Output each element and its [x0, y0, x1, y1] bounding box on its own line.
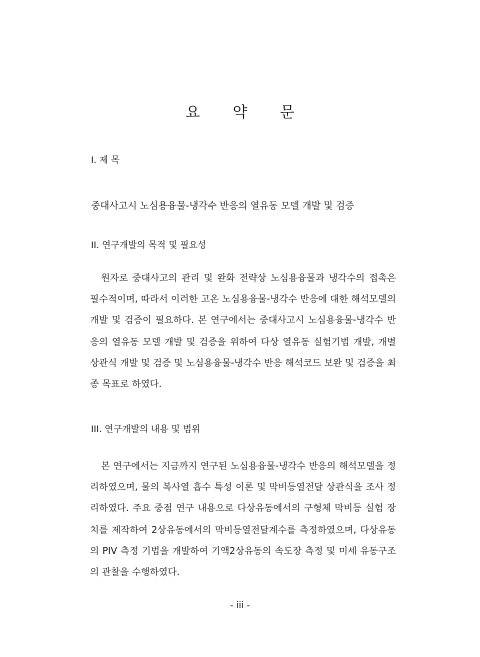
- page-number: - iii -: [230, 601, 250, 611]
- page-title: 요 약 문: [185, 103, 309, 121]
- section-1-heading: I. 제 목: [91, 156, 120, 166]
- section-2-heading: II. 연구개발의 목적 및 필요성: [91, 241, 207, 251]
- section-2-body: 원자로 중대사고의 관리 및 완화 전략상 노심용융물과 냉각수의 접촉은 필수적이며, 따라서 이러한 고온 노심용융물-냉각수 반응에 대한 해석모델의 개발 및 검증이 필요하다. 본 연구에서는 중대사고시 노심용융물-냉각수 반응의 열유동 모델 개발 및 검증을 위하여 다상 열유동 실험기법 개발, 개별 상관식 개발 및 검증 및 노심용융물-냉각수 반응 해석코드 보완 및 검증을 최종 목표로 하였다.: [90, 273, 396, 391]
- section-1-body: 중대사고시 노심용융물-냉각수 반응의 열유동 모델 개발 및 검증: [91, 201, 355, 212]
- section-3-heading: III. 연구개발의 내용 및 범위: [91, 425, 201, 435]
- section-3-body: 본 연구에서는 지금까지 연구된 노심용융물-냉각수 반응의 해석모델을 정리하였으며, 물의 복사열 흡수 특성 이론 및 막비등열전달 상관식을 조사 정리하였다. 주요 중점 연구 내용으로 다상유동에서의 구형체 막비등 실험 장치를 제작하여 2상유동에서의 막비등열전달계수를 측정하였으며, 다상유동의 PIV 측정 기법을 개발하여 기액2상유동의 속도장 측정 및 미세 유동구조의 관찰을 수행하였다.: [90, 461, 396, 579]
